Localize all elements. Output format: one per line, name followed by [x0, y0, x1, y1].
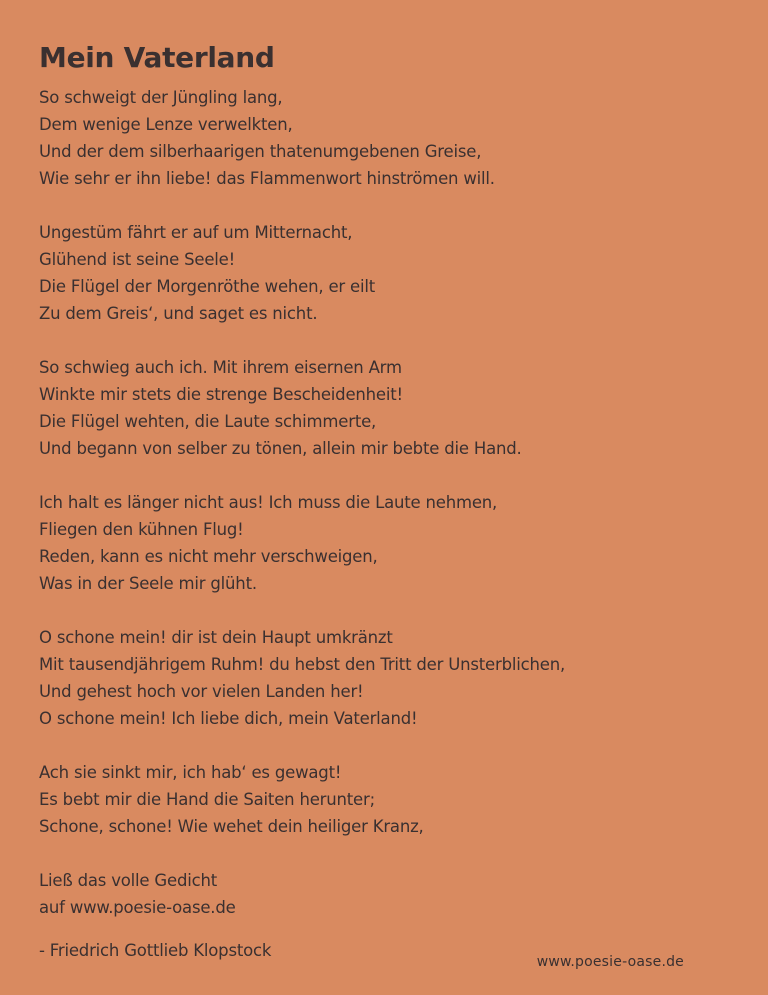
poem-line: Winkte mir stets die strenge Bescheidenheit!	[39, 385, 403, 404]
poem-line: O schone mein! dir ist dein Haupt umkränzt	[39, 628, 393, 647]
poem-title: Mein Vaterland	[39, 41, 275, 74]
stanza-5	[39, 624, 728, 732]
poem-line: Was in der Seele mir glüht.	[39, 574, 257, 593]
poem-line: So schweigt der Jüngling lang,	[39, 88, 283, 107]
poem-line: Glühend ist seine Seele!	[39, 250, 236, 269]
poem-line: Mit tausendjährigem Ruhm! du hebst den Tritt der Unsterblichen,	[39, 655, 566, 674]
poem-line: Ich halt es länger nicht aus! Ich muss die Laute nehmen,	[39, 493, 498, 512]
stanza-2	[39, 219, 728, 327]
poem-line: Und gehest hoch vor vielen Landen her!	[39, 682, 364, 701]
poem-line: Die Flügel wehten, die Laute schimmerte,	[39, 412, 377, 431]
poem-line: Und begann von selber zu tönen, allein mir bebte die Hand.	[39, 439, 522, 458]
poem-line: Schone, schone! Wie wehet dein heiliger Kranz,	[39, 817, 424, 836]
poem-line: O schone mein! Ich liebe dich, mein Vaterland!	[39, 709, 418, 728]
stanza-1	[39, 84, 728, 192]
poem-page	[39, 38, 728, 964]
poem-line: Zu dem Greis‘, und saget es nicht.	[39, 304, 318, 323]
poem-author: - Friedrich Gottlieb Klopstock	[39, 941, 272, 960]
poem-line: Die Flügel der Morgenröthe wehen, er eilt	[39, 277, 376, 296]
stanza-6	[39, 759, 728, 840]
poem-line: Ach sie sinkt mir, ich hab‘ es gewagt!	[39, 763, 342, 782]
poem-line: So schwieg auch ich. Mit ihrem eisernen Arm	[39, 358, 402, 377]
poem-line: Dem wenige Lenze verwelkten,	[39, 115, 293, 134]
poem-line: Es bebt mir die Hand die Saiten herunter;	[39, 790, 375, 809]
stanza-3	[39, 354, 728, 462]
site-watermark: www.poesie-oase.de	[536, 954, 684, 970]
poem-line: Und der dem silberhaarigen thatenumgebenen Greise,	[39, 142, 482, 161]
poem-line: Wie sehr er ihn liebe! das Flammenwort hinströmen will.	[39, 169, 495, 188]
poem-line: Reden, kann es nicht mehr verschweigen,	[39, 547, 378, 566]
note-link-line[interactable]: auf www.poesie-oase.de	[39, 898, 236, 917]
poem-line: Ungestüm fährt er auf um Mitternacht,	[39, 223, 353, 242]
full-poem-note	[39, 867, 728, 921]
stanza-4	[39, 489, 728, 597]
poem-line: Fliegen den kühnen Flug!	[39, 520, 244, 539]
note-line: Ließ das volle Gedicht	[39, 871, 218, 890]
